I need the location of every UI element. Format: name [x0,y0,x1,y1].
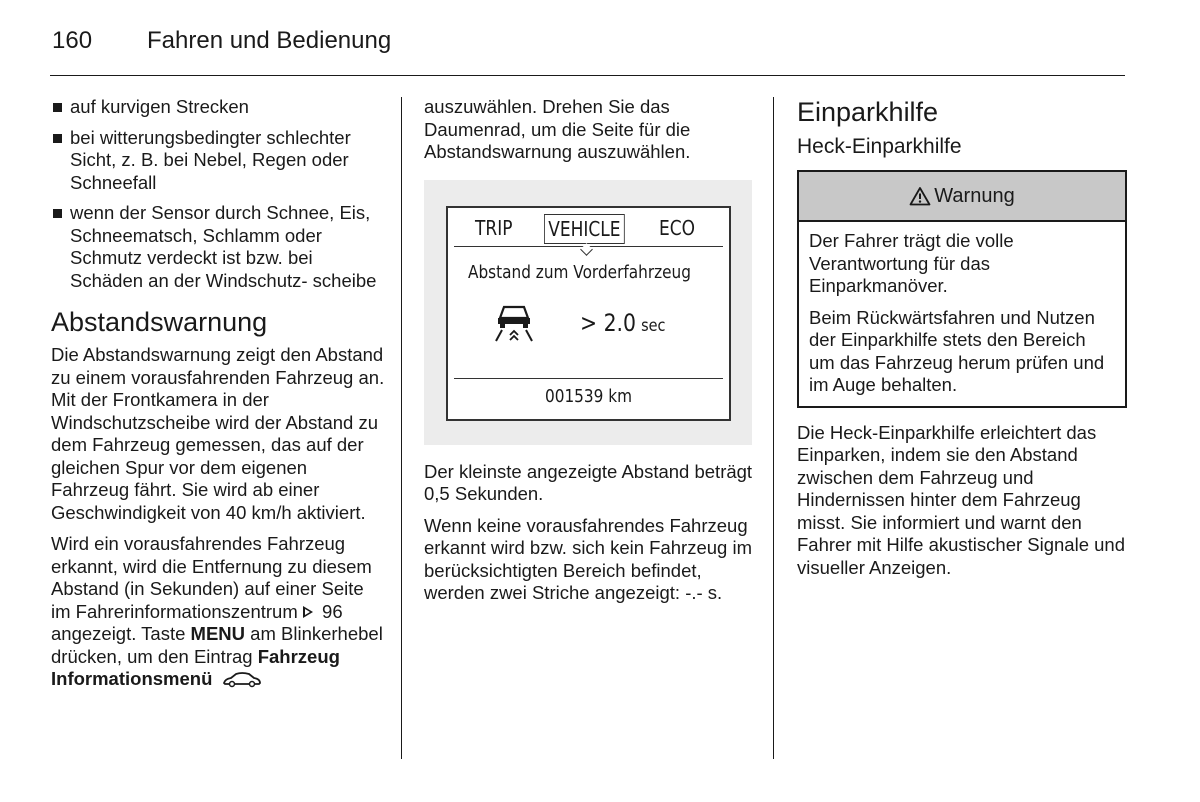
page-title: Fahren und Bedienung [147,27,392,54]
page-number: 160 [52,27,93,54]
warning-title: Warnung [934,184,1015,207]
odometer-reading: 001539 km [544,385,633,407]
paragraph: auszuwählen. Drehen Sie das Daumenrad, um die Seite für die Abstandswarnung auszuwählen. [424,96,691,162]
paragraph [51,533,386,691]
paragraph: Wenn keine vorausfahrendes Fahrzeug erkannt wird bzw. sich kein Fahrzeug im berücksichtigten Bereich befindet, werden zwei Striche angezeigt: -.- s. [424,514,752,603]
tab-eco: ECO [659,215,695,240]
list-item: auf kurvigen Strecken [51,96,386,119]
paragraph: Die Abstandswarnung zeigt den Abstand zu einem vorausfahrenden Fahrzeug an. Mit der Frontkamera in der Windschutzscheibe wird der Abstand zu dem Fahrzeug gemessen, das auf der gleichen Spur vor dem eigenen Fahrzeug fährt. Sie wird ab einer Geschwindigkeit von 40 km/h aktiviert. [51,344,385,523]
warning-box [797,170,1127,408]
display-tabs [448,214,729,244]
display-label: Abstand zum Vorderfahrzeug [468,261,691,283]
list-item: wenn der Sensor durch Schnee, Eis, Schneematsch, Schlamm oder Schmutz verdeckt ist bzw. bei Schäden an der Windschutz- scheibe [51,202,386,292]
section-heading-abstandswarnung: Abstandswarnung [51,307,268,337]
info-display [446,206,731,421]
car-menu-icon [222,672,262,688]
header-rule [50,75,1125,76]
paragraph: Der kleinste angezeigte Abstand beträgt 0,5 Sekunden. [424,460,753,504]
section-heading-einparkhilfe: Einparkhilfe [797,97,939,127]
warning-triangle-icon [909,186,931,206]
column-divider-2 [773,97,774,759]
vehicle-distance-icon [492,303,536,343]
tab-vehicle: VEHICLE [544,214,625,244]
list-item: bei witterungsbedingter schlechter Sicht, z. B. bei Nebel, Regen oder Schneefall [51,127,386,195]
paragraph-ref-text: 96 angezeigt. Taste [51,600,343,644]
column-1 [51,96,386,700]
tab-trip: TRIP [475,215,513,240]
subsection-heading: Heck-Einparkhilfe [797,135,962,158]
menu-key-label: MENU [190,623,246,644]
paragraph: Die Heck-Einparkhilfe erleichtert das Einparken, indem sie den Abstand zwischen dem Fahrzeug und Hindernissen hinter dem Fahrzeug misst. Sie informiert und warnt den Fahrer mit Hilfe akustischer Signale und visueller Anzeigen. [797,421,1126,578]
warning-paragraph: Der Fahrer trägt die volle Verantwortung für das Einparkmanöver. [809,230,1014,296]
distance-unit: sec [641,315,666,336]
warning-header [799,172,1125,222]
distance-number: > 2.0 [580,308,637,337]
menu-entry-label: Fahrzeug Informationsmenü [51,645,340,689]
distance-value [580,308,666,338]
reference-arrow-icon [303,606,313,618]
warning-paragraph: Beim Rückwärtsfahren und Nutzen der Einparkhilfe stets den Bereich um das Fahrzeug herum prüfen und im Auge behalten. [809,306,1105,395]
column-2 [424,96,754,614]
odometer-separator [454,378,723,379]
condition-list [51,96,386,292]
paragraph-text: Wird ein vorausfahrendes Fahrzeug erkannt, wird die Entfernung zu diesem Abstand (in Sekunden) auf einer Seite im Fahrerinformationszentrum [51,533,372,622]
column-3 [797,96,1127,588]
display-figure [424,180,752,445]
warning-body [799,222,1125,397]
paragraph-text: am Blinkerhebel drücken, um den Eintrag [51,623,383,667]
column-divider-1 [401,97,402,759]
